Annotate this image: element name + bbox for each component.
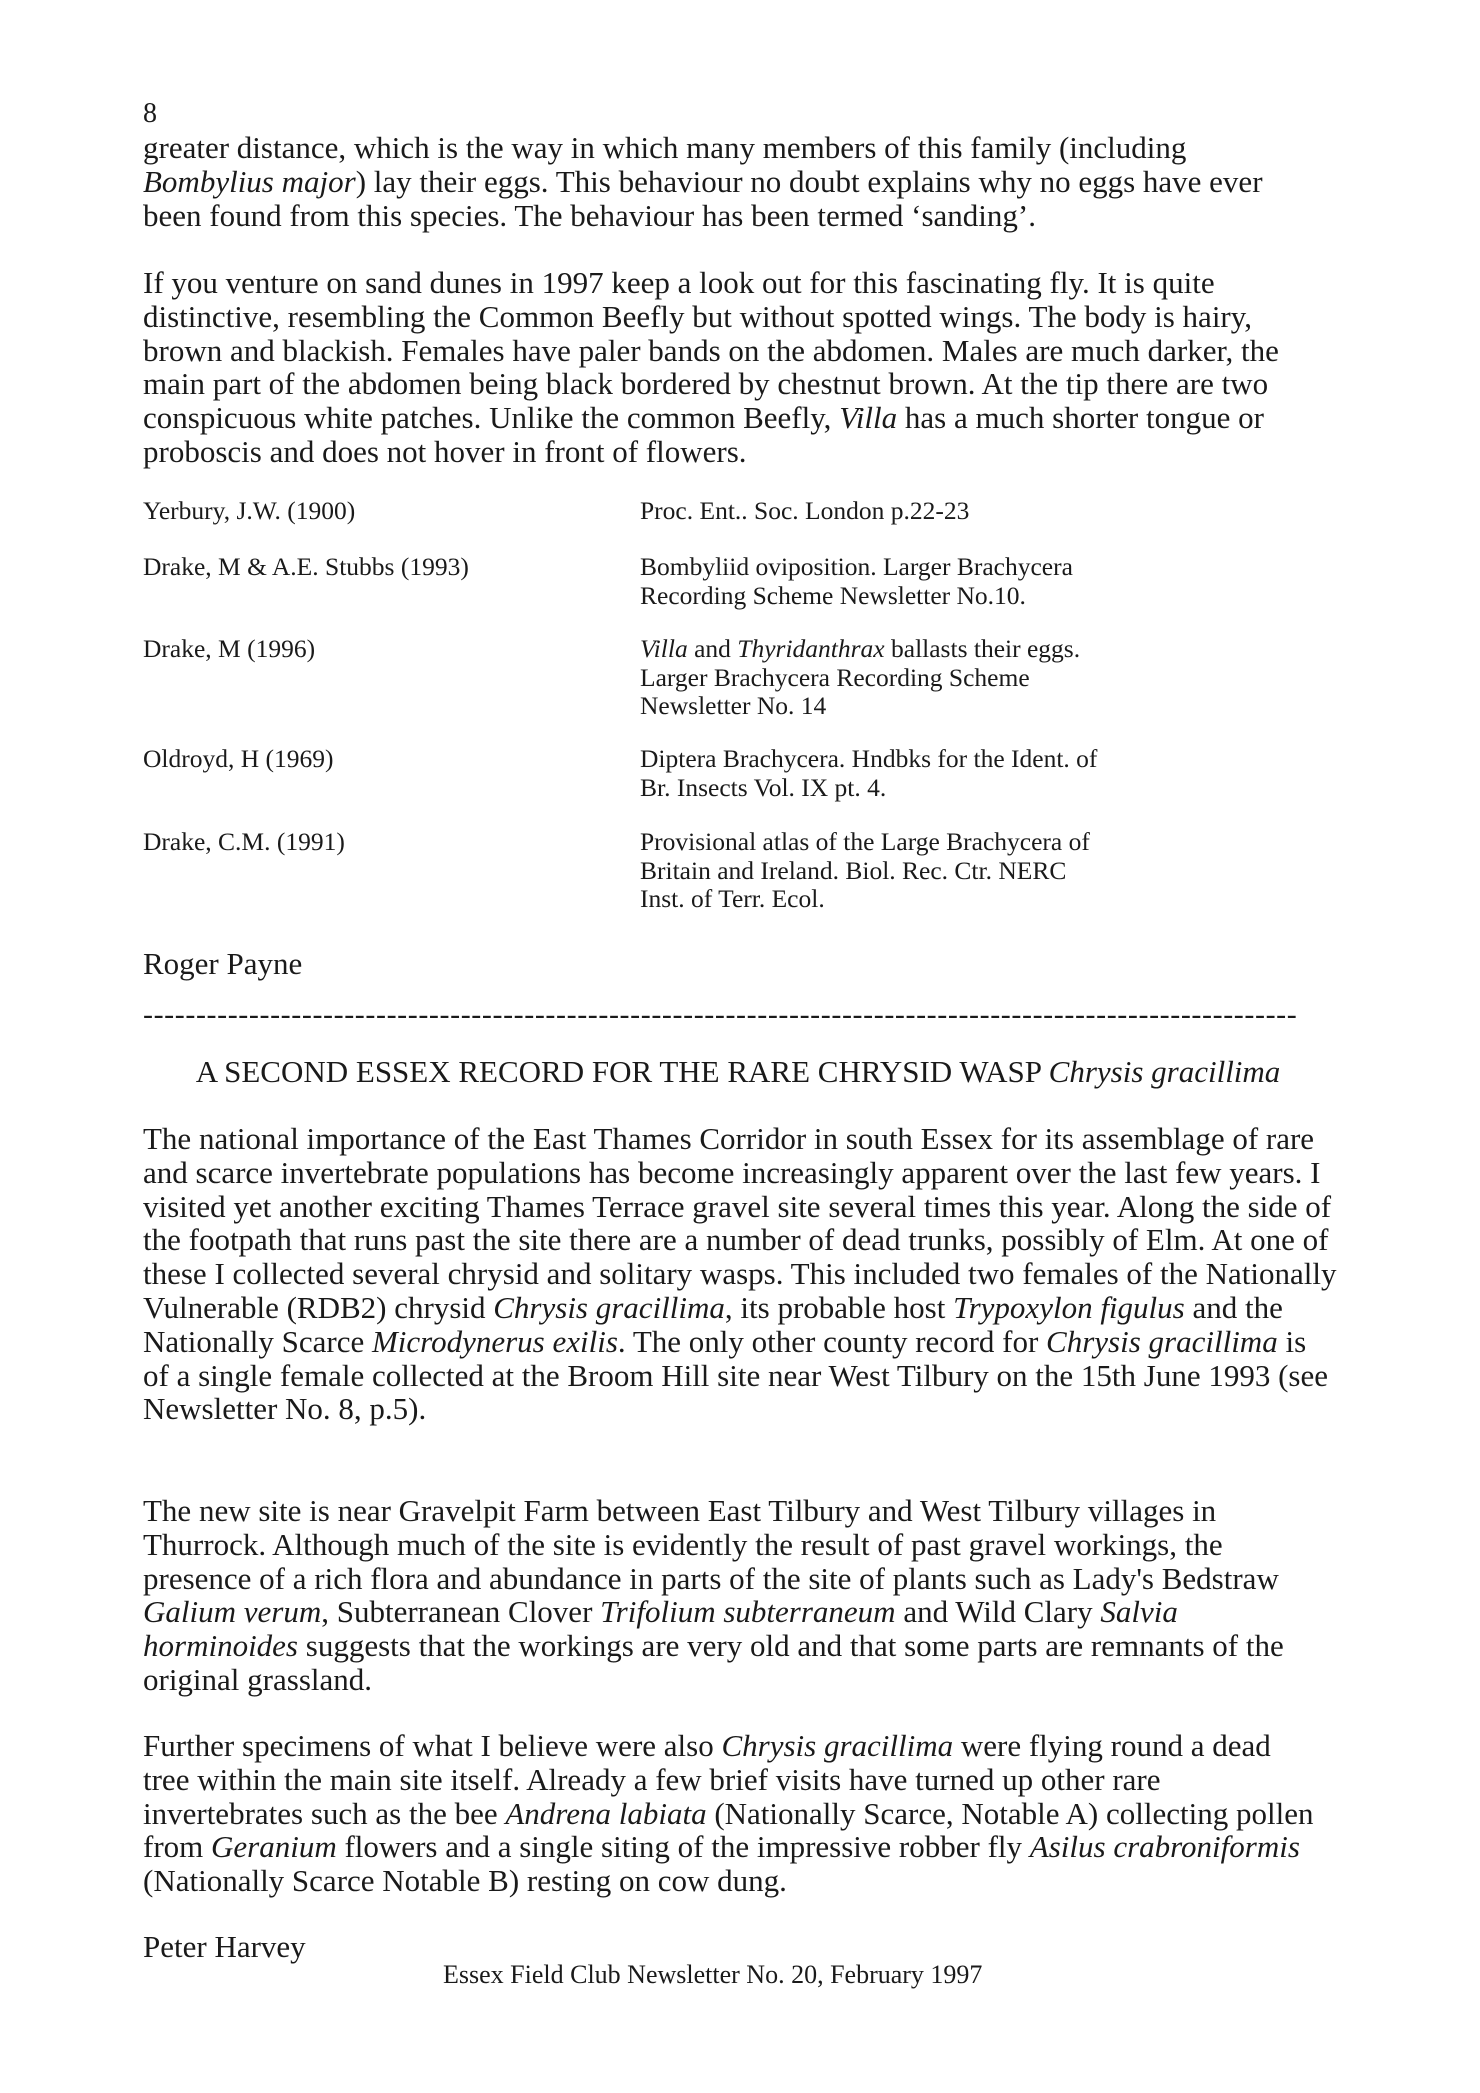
p5-text-1: Further specimens of what I believe were also: [143, 1728, 722, 1763]
p5-text-5: (Nationally Scarce Notable B) resting on cow dung.: [143, 1863, 787, 1899]
paragraph-2: [143, 266, 1328, 469]
reference-conj: and: [687, 634, 738, 663]
p2-genus: Villa: [839, 400, 898, 436]
p3-text-5: is of a single female collected at the Broom Hill site near West Tilbury on the 15th June 1993 (see Newsletter No. 8, p.5).: [143, 1323, 1329, 1427]
p1-species: Bombylius major: [143, 163, 356, 199]
p4-text-1: The new site is near Gravelpit Farm between East Tilbury and West Tilbury villages in Thurrock. Although much of the site is evidently the result of past gravel workings, the presence of a rich flora and abundance in parts of the site of plants such as Lady's Bedstraw: [143, 1493, 1279, 1596]
reference-line: Larger Brachycera Recording Scheme: [640, 662, 1030, 692]
reference-line: Newsletter No. 14: [640, 691, 827, 720]
p1-text-a: greater distance, which is the way in which many members of this family (including: [143, 130, 1187, 165]
p4-text-4: suggests that the workings are very old and that some parts are remnants of the original grassland.: [143, 1628, 1284, 1697]
p5-species-1: Chrysis gracillima: [721, 1728, 954, 1763]
reference-line: Br. Insects Vol. IX pt. 4.: [640, 772, 887, 802]
p3-species-4: Chrysis gracillima: [1046, 1323, 1278, 1359]
paragraph-1: [143, 131, 1293, 232]
reference-line: Diptera Brachycera. Hndbks for the Ident. of: [640, 744, 1098, 773]
reference-author: Drake, M (1996): [143, 634, 316, 663]
p4-species-1: Galium verum: [143, 1594, 322, 1630]
reference-line: Recording Scheme Newsletter No.10.: [640, 580, 1026, 610]
p4-text-2: , Subterranean Clover: [321, 1594, 601, 1630]
p5-species-4: Asilus crabroniformis: [1029, 1829, 1300, 1865]
p5-genus: Geranium: [211, 1829, 337, 1865]
reference-genus-1: Villa: [640, 634, 688, 663]
newsletter-footer: Essex Field Club Newsletter No. 20, February 1997: [443, 1960, 983, 1989]
p4-species-2: Trifolium subterraneum: [600, 1594, 896, 1630]
reference-title: [640, 828, 1200, 914]
p4-species-3: Salvia horminoides: [143, 1594, 1178, 1664]
reference-title: [640, 745, 1200, 802]
p5-text-4: flowers and a single siting of the impressive robber fly: [336, 1829, 1030, 1865]
reference-genus-2: Thyridanthrax: [737, 634, 885, 663]
p2-text-a: If you venture on sand dunes in 1997 keep a look out for this fascinating fly. It is quite distinctive, resembling the Common Beefly but without spotted wings. The body is hairy, brown and blackish. Females have paler bands on the abdomen. Males are much darker, the main part of the abdomen being black bordered by chestnut brown. At the tip there are two conspicuous white patches. Unlike the common Beefly,: [143, 265, 1279, 436]
p5-text-3: (Nationally Scarce, Notable A) collecting pollen from: [143, 1795, 1314, 1865]
page-number: 8: [143, 98, 157, 129]
reference-author: Drake, M & A.E. Stubbs (1993): [143, 552, 469, 581]
reference-line-first: [640, 635, 1200, 664]
reference-line: Provisional atlas of the Large Brachycera of: [640, 827, 1090, 856]
p3-text-2: , its probable host: [724, 1289, 954, 1325]
p4-text-3: and Wild Clary: [895, 1594, 1101, 1630]
paragraph-5: [143, 1729, 1318, 1898]
section-divider: -------------------------------------------------------------------------------------------------------------: [143, 998, 1298, 1031]
reference-author: Yerbury, J.W. (1900): [143, 496, 356, 525]
reference-title: [640, 497, 1200, 526]
heading-text: A SECOND ESSEX RECORD FOR THE RARE CHRYSID WASP: [195, 1054, 1049, 1089]
reference-line: Bombyliid oviposition. Larger Brachycera: [640, 552, 1073, 581]
reference-author: Drake, C.M. (1991): [143, 827, 345, 856]
reference-title: [640, 635, 1200, 721]
p1-text-b: ) lay their eggs. This behaviour no doubt explains why no eggs have ever been found from this species. The behaviour has been termed ‘sanding’.: [143, 163, 1263, 233]
paragraph-3: [143, 1122, 1338, 1426]
p5-text-2: were flying round a dead tree within the main site itself. Already a few brief visits have turned up other rare invertebrates such as the bee: [143, 1728, 1271, 1831]
reference-line: Inst. of Terr. Ecol.: [640, 884, 825, 913]
reference-rest: ballasts their eggs.: [884, 634, 1081, 663]
p2-text-b: has a much shorter tongue or proboscis and does not hover in front of flowers.: [143, 400, 1264, 469]
author-signature-1: Roger Payne: [143, 946, 303, 981]
reference-title: [640, 553, 1200, 610]
p3-species-1: Chrysis gracillima: [493, 1289, 725, 1325]
p3-text-1: The national importance of the East Thames Corridor in south Essex for its assemblage of rare and scarce invertebrate populations has become increasingly apparent over the last few years. I visited yet another exciting Thames Terrace gravel site several times this year. Along the side of the footpath that runs past the site there are a number of dead trunks, possibly of Elm. At one of these I collected several chrysid and solitary wasps. This included two females of the Nationally Vulnerable (RDB2) chrysid: [143, 1121, 1337, 1325]
reference-line: Proc. Ent.. Soc. London p.22-23: [640, 496, 970, 525]
p3-species-2: Trypoxylon figulus: [953, 1289, 1185, 1325]
p5-species-2: Andrena labiata: [505, 1795, 707, 1831]
p3-text-4: . The only other county record for: [617, 1323, 1047, 1359]
heading-species: Chrysis gracillima: [1048, 1054, 1281, 1089]
p3-text-3: and the Nationally Scarce: [143, 1289, 1283, 1359]
reference-line: Britain and Ireland. Biol. Rec. Ctr. NERC: [640, 855, 1067, 885]
p3-species-3: Microdynerus exilis: [371, 1323, 618, 1359]
reference-author: Oldroyd, H (1969): [143, 744, 334, 773]
author-signature-2: Peter Harvey: [143, 1929, 306, 1964]
paragraph-4: [143, 1494, 1318, 1697]
article-heading: [143, 1055, 1333, 1089]
